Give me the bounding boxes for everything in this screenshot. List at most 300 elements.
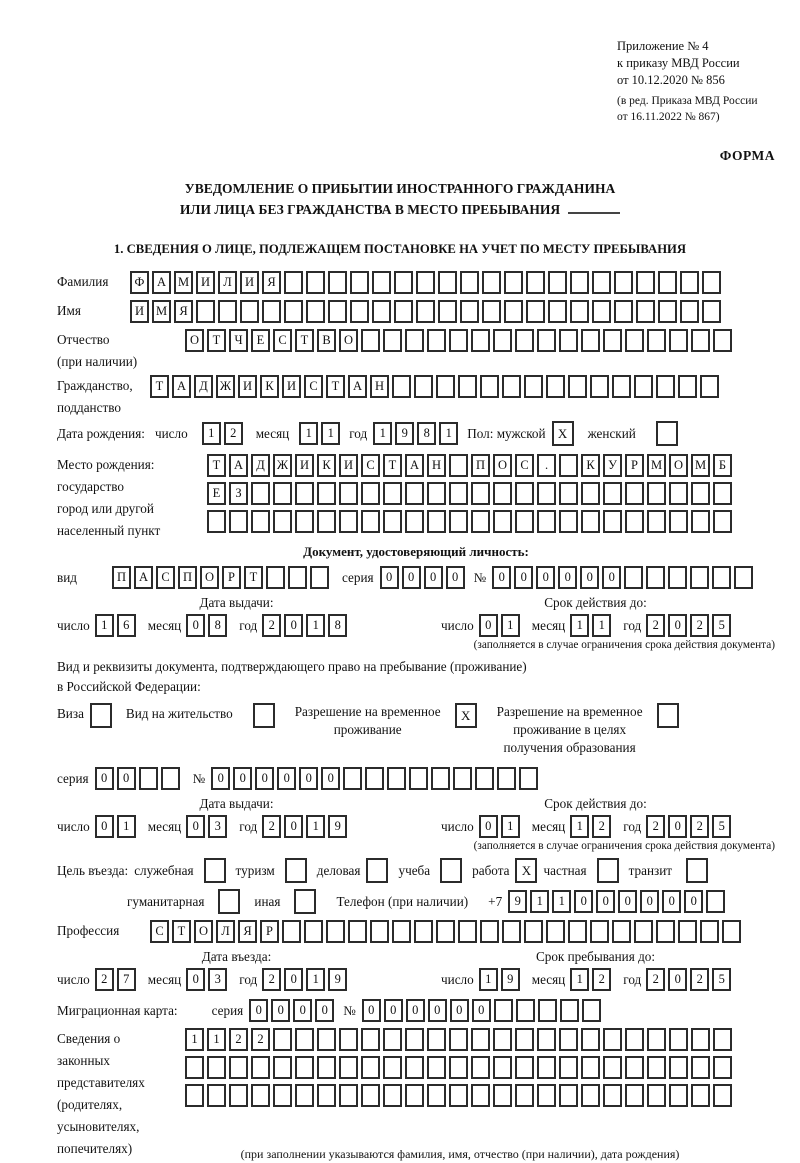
char-cell[interactable] [207, 1056, 226, 1079]
char-cell[interactable] [647, 510, 666, 533]
char-cell[interactable] [471, 1084, 490, 1107]
char-cell[interactable] [706, 890, 725, 913]
char-cell[interactable]: 0 [402, 566, 421, 589]
char-cell[interactable] [317, 1084, 336, 1107]
birth-month-boxes[interactable] [299, 422, 343, 445]
char-cell[interactable]: 2 [251, 1028, 270, 1051]
char-cell[interactable] [603, 482, 622, 505]
char-cell[interactable] [471, 510, 490, 533]
char-cell[interactable]: 9 [508, 890, 527, 913]
char-cell[interactable] [504, 271, 523, 294]
char-cell[interactable] [658, 271, 677, 294]
char-cell[interactable] [625, 329, 644, 352]
char-cell[interactable]: 2 [646, 968, 665, 991]
char-cell[interactable] [361, 1056, 380, 1079]
char-cell[interactable]: 1 [202, 422, 221, 445]
char-cell[interactable] [326, 920, 345, 943]
char-cell[interactable] [361, 1028, 380, 1051]
checkbox-temp-residence[interactable]: X [455, 703, 477, 728]
char-cell[interactable] [339, 1028, 358, 1051]
char-cell[interactable] [669, 482, 688, 505]
char-cell[interactable] [502, 920, 521, 943]
char-cell[interactable] [702, 300, 721, 323]
char-cell[interactable] [482, 300, 501, 323]
char-cell[interactable] [348, 920, 367, 943]
residence-issue-year-boxes[interactable] [262, 815, 350, 838]
char-cell[interactable]: Ч [229, 329, 248, 352]
char-cell[interactable] [409, 767, 428, 790]
char-cell[interactable] [161, 767, 180, 790]
char-cell[interactable] [196, 300, 215, 323]
char-cell[interactable] [251, 1084, 270, 1107]
char-cell[interactable] [546, 375, 565, 398]
char-cell[interactable] [207, 1084, 226, 1107]
char-cell[interactable] [317, 1056, 336, 1079]
char-cell[interactable]: Р [260, 920, 279, 943]
expiry-day-boxes[interactable] [479, 614, 523, 637]
char-cell[interactable]: Т [326, 375, 345, 398]
char-cell[interactable] [282, 920, 301, 943]
char-cell[interactable]: 0 [602, 566, 621, 589]
char-cell[interactable] [139, 767, 158, 790]
char-cell[interactable] [383, 510, 402, 533]
char-cell[interactable] [647, 1028, 666, 1051]
char-cell[interactable] [405, 1028, 424, 1051]
char-cell[interactable]: 2 [690, 815, 709, 838]
char-cell[interactable]: 0 [315, 999, 334, 1022]
char-cell[interactable]: 0 [514, 566, 533, 589]
char-cell[interactable] [414, 375, 433, 398]
char-cell[interactable]: Р [222, 566, 241, 589]
char-cell[interactable] [361, 1084, 380, 1107]
char-cell[interactable] [383, 329, 402, 352]
birthplace-row3-boxes[interactable] [207, 510, 735, 533]
char-cell[interactable]: 0 [596, 890, 615, 913]
char-cell[interactable]: С [361, 454, 380, 477]
char-cell[interactable]: С [156, 566, 175, 589]
checkbox-visa[interactable] [90, 703, 112, 728]
char-cell[interactable]: 2 [95, 968, 114, 991]
char-cell[interactable]: 1 [439, 422, 458, 445]
char-cell[interactable] [480, 375, 499, 398]
char-cell[interactable] [273, 1056, 292, 1079]
char-cell[interactable] [304, 920, 323, 943]
char-cell[interactable] [416, 271, 435, 294]
char-cell[interactable] [288, 566, 307, 589]
char-cell[interactable]: 0 [662, 890, 681, 913]
char-cell[interactable] [559, 1084, 578, 1107]
char-cell[interactable] [713, 1084, 732, 1107]
char-cell[interactable] [537, 1056, 556, 1079]
char-cell[interactable] [590, 375, 609, 398]
char-cell[interactable] [405, 1084, 424, 1107]
char-cell[interactable] [614, 271, 633, 294]
char-cell[interactable] [625, 1056, 644, 1079]
char-cell[interactable]: И [196, 271, 215, 294]
char-cell[interactable]: Ж [216, 375, 235, 398]
char-cell[interactable] [603, 1056, 622, 1079]
checkbox-female[interactable] [656, 421, 678, 446]
checkbox-study[interactable] [440, 858, 462, 883]
char-cell[interactable]: 2 [262, 968, 281, 991]
char-cell[interactable]: Т [172, 920, 191, 943]
char-cell[interactable]: А [229, 454, 248, 477]
char-cell[interactable] [458, 920, 477, 943]
char-cell[interactable] [273, 510, 292, 533]
char-cell[interactable]: 0 [640, 890, 659, 913]
char-cell[interactable]: 0 [424, 566, 443, 589]
char-cell[interactable] [515, 329, 534, 352]
char-cell[interactable]: Т [383, 454, 402, 477]
char-cell[interactable]: 8 [328, 614, 347, 637]
checkbox-official[interactable] [204, 858, 226, 883]
char-cell[interactable]: З [229, 482, 248, 505]
char-cell[interactable]: 0 [668, 815, 687, 838]
char-cell[interactable] [625, 1028, 644, 1051]
char-cell[interactable] [526, 300, 545, 323]
char-cell[interactable]: 1 [530, 890, 549, 913]
char-cell[interactable]: 0 [211, 767, 230, 790]
char-cell[interactable] [453, 767, 472, 790]
char-cell[interactable] [343, 767, 362, 790]
char-cell[interactable]: 9 [328, 815, 347, 838]
char-cell[interactable]: С [150, 920, 169, 943]
char-cell[interactable] [262, 300, 281, 323]
char-cell[interactable]: 9 [395, 422, 414, 445]
char-cell[interactable] [603, 329, 622, 352]
char-cell[interactable] [449, 1028, 468, 1051]
residence-expiry-day-boxes[interactable] [479, 815, 523, 838]
expiry-month-boxes[interactable] [570, 614, 614, 637]
char-cell[interactable]: 1 [501, 815, 520, 838]
char-cell[interactable] [405, 1056, 424, 1079]
char-cell[interactable]: 2 [690, 968, 709, 991]
char-cell[interactable]: В [317, 329, 336, 352]
char-cell[interactable]: 0 [618, 890, 637, 913]
char-cell[interactable] [656, 920, 675, 943]
char-cell[interactable] [251, 510, 270, 533]
birth-year-boxes[interactable] [373, 422, 461, 445]
char-cell[interactable] [350, 300, 369, 323]
checkbox-residence-permit[interactable] [253, 703, 275, 728]
char-cell[interactable] [295, 510, 314, 533]
char-cell[interactable] [634, 920, 653, 943]
stay-month-boxes[interactable] [570, 968, 614, 991]
char-cell[interactable] [712, 566, 731, 589]
char-cell[interactable]: О [185, 329, 204, 352]
char-cell[interactable] [515, 1056, 534, 1079]
char-cell[interactable] [603, 1028, 622, 1051]
char-cell[interactable] [700, 375, 719, 398]
char-cell[interactable]: 0 [384, 999, 403, 1022]
char-cell[interactable] [493, 1056, 512, 1079]
char-cell[interactable] [691, 482, 710, 505]
representatives-row2-boxes[interactable] [185, 1056, 735, 1079]
char-cell[interactable] [614, 300, 633, 323]
char-cell[interactable]: 3 [208, 815, 227, 838]
issue-day-boxes[interactable] [95, 614, 139, 637]
char-cell[interactable]: 0 [428, 999, 447, 1022]
char-cell[interactable] [405, 329, 424, 352]
char-cell[interactable]: 2 [646, 614, 665, 637]
char-cell[interactable] [427, 510, 446, 533]
char-cell[interactable] [383, 482, 402, 505]
char-cell[interactable] [559, 454, 578, 477]
char-cell[interactable] [700, 920, 719, 943]
char-cell[interactable] [559, 1056, 578, 1079]
char-cell[interactable] [460, 271, 479, 294]
stay-year-boxes[interactable] [646, 968, 734, 991]
char-cell[interactable]: 1 [321, 422, 340, 445]
char-cell[interactable] [475, 767, 494, 790]
char-cell[interactable] [515, 510, 534, 533]
char-cell[interactable] [603, 510, 622, 533]
char-cell[interactable]: А [405, 454, 424, 477]
char-cell[interactable] [568, 375, 587, 398]
char-cell[interactable] [515, 1084, 534, 1107]
char-cell[interactable]: 0 [684, 890, 703, 913]
char-cell[interactable]: 0 [558, 566, 577, 589]
char-cell[interactable] [658, 300, 677, 323]
char-cell[interactable] [387, 767, 406, 790]
char-cell[interactable] [383, 1084, 402, 1107]
char-cell[interactable] [519, 767, 538, 790]
char-cell[interactable]: Е [251, 329, 270, 352]
char-cell[interactable]: Т [295, 329, 314, 352]
char-cell[interactable] [537, 1028, 556, 1051]
char-cell[interactable] [625, 1084, 644, 1107]
char-cell[interactable]: 0 [95, 767, 114, 790]
char-cell[interactable] [436, 920, 455, 943]
residence-number-boxes[interactable] [211, 767, 541, 790]
char-cell[interactable] [436, 375, 455, 398]
char-cell[interactable]: 0 [233, 767, 252, 790]
char-cell[interactable]: 2 [592, 968, 611, 991]
char-cell[interactable] [516, 999, 535, 1022]
char-cell[interactable]: 1 [592, 614, 611, 637]
char-cell[interactable] [218, 300, 237, 323]
char-cell[interactable]: . [537, 454, 556, 477]
char-cell[interactable]: 0 [580, 566, 599, 589]
char-cell[interactable] [691, 1056, 710, 1079]
char-cell[interactable]: 8 [417, 422, 436, 445]
char-cell[interactable]: 7 [117, 968, 136, 991]
char-cell[interactable]: Т [150, 375, 169, 398]
char-cell[interactable] [266, 566, 285, 589]
char-cell[interactable]: 0 [271, 999, 290, 1022]
char-cell[interactable]: 0 [380, 566, 399, 589]
char-cell[interactable]: 0 [574, 890, 593, 913]
char-cell[interactable] [581, 510, 600, 533]
char-cell[interactable] [383, 1056, 402, 1079]
char-cell[interactable] [427, 482, 446, 505]
char-cell[interactable]: 3 [208, 968, 227, 991]
char-cell[interactable] [449, 510, 468, 533]
char-cell[interactable] [273, 1084, 292, 1107]
char-cell[interactable] [691, 329, 710, 352]
name-boxes[interactable] [130, 300, 724, 323]
char-cell[interactable] [394, 271, 413, 294]
char-cell[interactable] [636, 271, 655, 294]
char-cell[interactable] [295, 1084, 314, 1107]
char-cell[interactable] [680, 271, 699, 294]
char-cell[interactable]: 0 [536, 566, 555, 589]
char-cell[interactable]: Р [625, 454, 644, 477]
char-cell[interactable] [431, 767, 450, 790]
char-cell[interactable]: 1 [117, 815, 136, 838]
profession-boxes[interactable] [150, 920, 744, 943]
phone-boxes[interactable] [508, 890, 728, 913]
char-cell[interactable] [493, 482, 512, 505]
char-cell[interactable] [339, 1084, 358, 1107]
char-cell[interactable]: 0 [299, 767, 318, 790]
checkbox-temp-residence-edu[interactable] [657, 703, 679, 728]
char-cell[interactable]: Т [207, 329, 226, 352]
char-cell[interactable]: М [647, 454, 666, 477]
char-cell[interactable]: 0 [284, 815, 303, 838]
char-cell[interactable] [734, 566, 753, 589]
char-cell[interactable] [625, 510, 644, 533]
stay-day-boxes[interactable] [479, 968, 523, 991]
char-cell[interactable]: 0 [472, 999, 491, 1022]
char-cell[interactable] [339, 482, 358, 505]
char-cell[interactable] [383, 1028, 402, 1051]
checkbox-work[interactable]: X [515, 858, 537, 883]
char-cell[interactable] [559, 329, 578, 352]
expiry-year-boxes[interactable] [646, 614, 734, 637]
char-cell[interactable]: С [515, 454, 534, 477]
char-cell[interactable]: 2 [592, 815, 611, 838]
char-cell[interactable] [273, 482, 292, 505]
char-cell[interactable] [515, 1028, 534, 1051]
char-cell[interactable] [691, 1084, 710, 1107]
char-cell[interactable] [592, 271, 611, 294]
char-cell[interactable]: 0 [293, 999, 312, 1022]
char-cell[interactable] [636, 300, 655, 323]
char-cell[interactable] [625, 482, 644, 505]
char-cell[interactable]: 0 [249, 999, 268, 1022]
representatives-row3-boxes[interactable] [185, 1084, 735, 1107]
char-cell[interactable]: 1 [299, 422, 318, 445]
char-cell[interactable] [251, 1056, 270, 1079]
char-cell[interactable]: Н [427, 454, 446, 477]
char-cell[interactable] [581, 1028, 600, 1051]
char-cell[interactable] [669, 1056, 688, 1079]
char-cell[interactable]: 0 [186, 968, 205, 991]
char-cell[interactable]: П [471, 454, 490, 477]
issue-month-boxes[interactable] [186, 614, 230, 637]
char-cell[interactable] [361, 329, 380, 352]
char-cell[interactable] [690, 566, 709, 589]
char-cell[interactable]: 0 [186, 815, 205, 838]
char-cell[interactable] [185, 1084, 204, 1107]
char-cell[interactable] [392, 920, 411, 943]
char-cell[interactable] [702, 271, 721, 294]
char-cell[interactable] [570, 300, 589, 323]
char-cell[interactable]: А [134, 566, 153, 589]
doc-number-boxes[interactable] [492, 566, 756, 589]
residence-expiry-month-boxes[interactable] [570, 815, 614, 838]
char-cell[interactable] [350, 271, 369, 294]
char-cell[interactable]: 9 [501, 968, 520, 991]
char-cell[interactable] [612, 375, 631, 398]
char-cell[interactable]: 1 [306, 968, 325, 991]
char-cell[interactable] [582, 999, 601, 1022]
char-cell[interactable]: 5 [712, 614, 731, 637]
doc-kind-boxes[interactable] [112, 566, 332, 589]
char-cell[interactable]: Д [194, 375, 213, 398]
char-cell[interactable]: Е [207, 482, 226, 505]
char-cell[interactable]: 0 [479, 614, 498, 637]
char-cell[interactable] [295, 1056, 314, 1079]
char-cell[interactable] [504, 300, 523, 323]
char-cell[interactable] [691, 510, 710, 533]
char-cell[interactable] [647, 329, 666, 352]
char-cell[interactable] [581, 1056, 600, 1079]
char-cell[interactable] [185, 1056, 204, 1079]
arrival-day-boxes[interactable] [95, 968, 139, 991]
char-cell[interactable] [548, 300, 567, 323]
char-cell[interactable] [559, 482, 578, 505]
char-cell[interactable] [295, 482, 314, 505]
residence-issue-month-boxes[interactable] [186, 815, 230, 838]
char-cell[interactable]: 2 [229, 1028, 248, 1051]
char-cell[interactable] [559, 1028, 578, 1051]
char-cell[interactable] [317, 482, 336, 505]
char-cell[interactable] [229, 510, 248, 533]
char-cell[interactable] [524, 920, 543, 943]
birthplace-row1-boxes[interactable] [207, 454, 735, 477]
char-cell[interactable] [394, 300, 413, 323]
char-cell[interactable] [372, 271, 391, 294]
char-cell[interactable] [471, 329, 490, 352]
char-cell[interactable]: Д [251, 454, 270, 477]
surname-boxes[interactable] [130, 271, 724, 294]
checkbox-tourism[interactable] [285, 858, 307, 883]
char-cell[interactable]: И [295, 454, 314, 477]
char-cell[interactable] [207, 510, 226, 533]
char-cell[interactable] [493, 510, 512, 533]
char-cell[interactable]: 2 [646, 815, 665, 838]
char-cell[interactable] [646, 566, 665, 589]
char-cell[interactable] [328, 271, 347, 294]
char-cell[interactable]: О [493, 454, 512, 477]
char-cell[interactable] [669, 1084, 688, 1107]
char-cell[interactable] [449, 482, 468, 505]
char-cell[interactable] [497, 767, 516, 790]
char-cell[interactable]: М [691, 454, 710, 477]
char-cell[interactable]: 0 [668, 614, 687, 637]
char-cell[interactable]: 1 [552, 890, 571, 913]
char-cell[interactable]: К [581, 454, 600, 477]
char-cell[interactable] [590, 920, 609, 943]
char-cell[interactable]: С [273, 329, 292, 352]
char-cell[interactable]: О [669, 454, 688, 477]
checkbox-transit[interactable] [686, 858, 708, 883]
char-cell[interactable] [361, 482, 380, 505]
char-cell[interactable] [568, 920, 587, 943]
char-cell[interactable] [680, 300, 699, 323]
char-cell[interactable] [559, 510, 578, 533]
doc-series-boxes[interactable] [380, 566, 468, 589]
char-cell[interactable] [438, 300, 457, 323]
char-cell[interactable]: О [339, 329, 358, 352]
char-cell[interactable] [678, 920, 697, 943]
char-cell[interactable] [416, 300, 435, 323]
char-cell[interactable] [306, 271, 325, 294]
char-cell[interactable]: 0 [186, 614, 205, 637]
char-cell[interactable]: 1 [185, 1028, 204, 1051]
